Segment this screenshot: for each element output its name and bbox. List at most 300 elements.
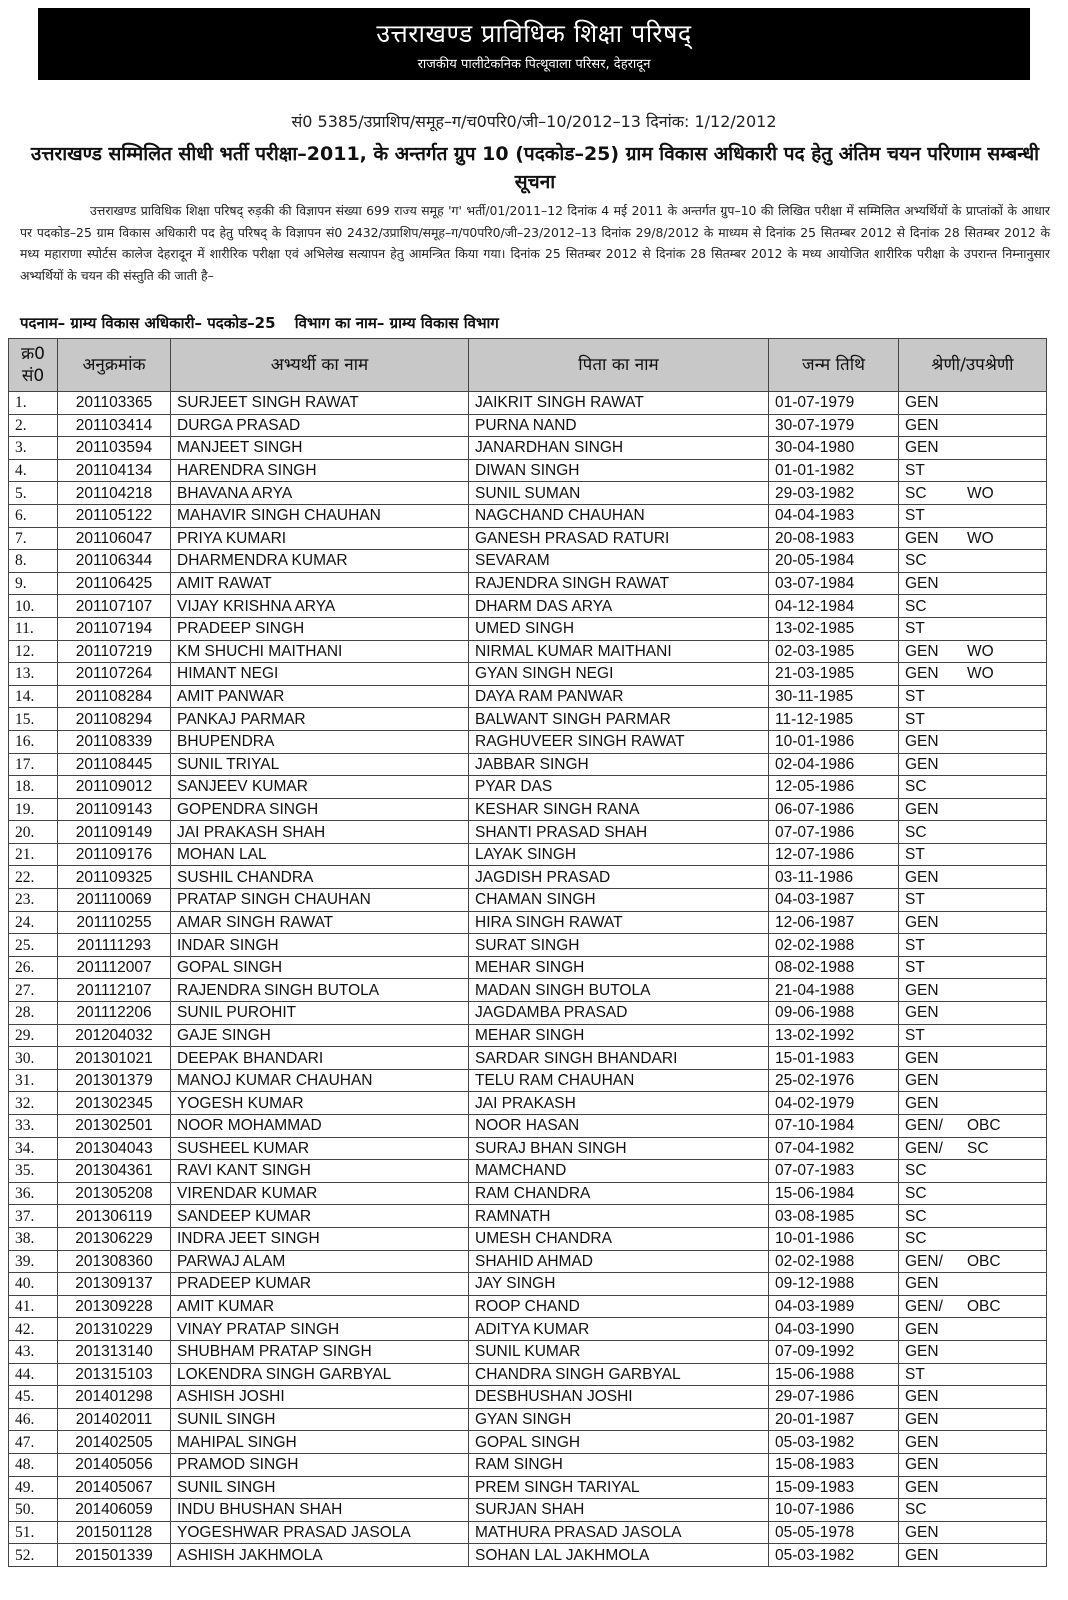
candidate-name-cell: ASHISH JAKHMOLA (171, 1544, 469, 1567)
category: ST (905, 936, 925, 954)
candidate-name-cell: NOOR MOHAMMAD (171, 1115, 469, 1138)
dob-cell: 07-10-1984 (769, 1115, 899, 1138)
roll-number-cell: 201405067 (58, 1476, 171, 1499)
table-row (9, 1453, 1047, 1476)
father-name-cell: MADAN SINGH BUTOLA (469, 979, 769, 1002)
table-row (9, 437, 1047, 460)
category-cell (899, 482, 1047, 505)
col-header-category: श्रेणी/उपश्रेणी (899, 339, 1047, 392)
serial-cell: 17. (9, 753, 58, 776)
candidate-name-cell: SUNIL PUROHIT (171, 1002, 469, 1025)
dob-cell: 13-02-1985 (769, 617, 899, 640)
table-row (9, 1182, 1047, 1205)
category-cell (899, 1092, 1047, 1115)
candidate-name-cell: DURGA PRASAD (171, 414, 469, 437)
col-header-father: पिता का नाम (469, 339, 769, 392)
table-row (9, 889, 1047, 912)
roll-number-cell: 201107219 (58, 640, 171, 663)
roll-number-cell: 201304361 (58, 1160, 171, 1183)
category: SC (905, 1207, 927, 1225)
table-row (9, 1137, 1047, 1160)
table-row (9, 979, 1047, 1002)
roll-number-cell: 201310229 (58, 1318, 171, 1341)
serial-cell: 46. (9, 1408, 58, 1431)
col-header-roll: अनुक्रमांक (58, 339, 171, 392)
category-cell (899, 979, 1047, 1002)
dob-cell: 11-12-1985 (769, 708, 899, 731)
serial-cell: 5. (9, 482, 58, 505)
dob-cell: 30-07-1979 (769, 414, 899, 437)
roll-number-cell: 201108339 (58, 730, 171, 753)
sub-category: WO (967, 642, 994, 660)
roll-number-cell: 201302501 (58, 1115, 171, 1138)
category: ST (905, 891, 925, 909)
father-name-cell: HIRA SINGH RAWAT (469, 911, 769, 934)
table-row (9, 1069, 1047, 1092)
category-cell (899, 708, 1047, 731)
table-row (9, 1227, 1047, 1250)
father-name-cell: MATHURA PRASAD JASOLA (469, 1521, 769, 1544)
father-name-cell: RAJENDRA SINGH RAWAT (469, 572, 769, 595)
candidate-name-cell: GAJE SINGH (171, 1024, 469, 1047)
roll-number-cell: 201106047 (58, 527, 171, 550)
roll-number-cell: 201405056 (58, 1453, 171, 1476)
dob-cell: 29-03-1982 (769, 482, 899, 505)
category: GEN (905, 1456, 939, 1474)
father-name-cell: SURAT SINGH (469, 934, 769, 957)
category-cell (899, 1205, 1047, 1228)
candidate-name-cell: AMIT RAWAT (171, 572, 469, 595)
dob-cell: 02-02-1988 (769, 1250, 899, 1273)
serial-cell: 25. (9, 934, 58, 957)
table-row (9, 1047, 1047, 1070)
candidate-name-cell: SHUBHAM PRATAP SINGH (171, 1340, 469, 1363)
category-cell (899, 776, 1047, 799)
org-name: उत्तराखण्ड प्राविधिक शिक्षा परिषद् (376, 19, 692, 48)
roll-number-cell: 201315103 (58, 1363, 171, 1386)
category: GEN (905, 1433, 939, 1451)
category: GEN (905, 575, 939, 593)
sub-category: WO (967, 484, 994, 502)
serial-cell: 10. (9, 595, 58, 618)
candidate-name-cell: MANOJ KUMAR CHAUHAN (171, 1069, 469, 1092)
dob-cell: 25-02-1976 (769, 1069, 899, 1092)
candidate-name-cell: PARWAJ ALAM (171, 1250, 469, 1273)
father-name-cell: NAGCHAND CHAUHAN (469, 504, 769, 527)
category: GEN (905, 1094, 939, 1112)
father-name-cell: DAYA RAM PANWAR (469, 685, 769, 708)
serial-cell: 39. (9, 1250, 58, 1273)
serial-cell: 37. (9, 1205, 58, 1228)
roll-number-cell: 201309228 (58, 1295, 171, 1318)
father-name-cell: JAI PRAKASH (469, 1092, 769, 1115)
candidate-name-cell: VINAY PRATAP SINGH (171, 1318, 469, 1341)
table-row (9, 595, 1047, 618)
dob-cell: 07-04-1982 (769, 1137, 899, 1160)
father-name-cell: CHANDRA SINGH GARBYAL (469, 1363, 769, 1386)
candidate-name-cell: VIJAY KRISHNA ARYA (171, 595, 469, 618)
category: GEN (905, 642, 939, 660)
roll-number-cell: 201108284 (58, 685, 171, 708)
post-info (20, 313, 513, 333)
category-cell (899, 1137, 1047, 1160)
category-cell (899, 640, 1047, 663)
roll-number-cell: 201108294 (58, 708, 171, 731)
category: GEN (905, 439, 939, 457)
category-cell (899, 1069, 1047, 1092)
table-row (9, 1205, 1047, 1228)
dob-cell: 20-01-1987 (769, 1408, 899, 1431)
category: SC (905, 823, 927, 841)
dob-cell: 05-05-1978 (769, 1521, 899, 1544)
serial-cell: 8. (9, 550, 58, 573)
category-cell (899, 821, 1047, 844)
results-table (8, 338, 1047, 1567)
father-name-cell: BALWANT SINGH PARMAR (469, 708, 769, 731)
table-row (9, 866, 1047, 889)
sub-category: OBC (967, 1252, 1001, 1270)
table-row (9, 504, 1047, 527)
serial-cell: 16. (9, 730, 58, 753)
father-name-cell: RAM CHANDRA (469, 1182, 769, 1205)
category-cell (899, 504, 1047, 527)
serial-cell: 23. (9, 889, 58, 912)
serial-cell: 3. (9, 437, 58, 460)
category-cell (899, 889, 1047, 912)
table-row (9, 1340, 1047, 1363)
category-cell (899, 550, 1047, 573)
category: GEN (905, 1275, 939, 1293)
department-name: विभाग का नाम– ग्राम्य विकास विभाग (294, 314, 499, 332)
roll-number-cell: 201402011 (58, 1408, 171, 1431)
sub-category: OBC (967, 1117, 1001, 1135)
serial-cell: 45. (9, 1386, 58, 1409)
category: GEN (905, 800, 939, 818)
serial-cell: 34. (9, 1137, 58, 1160)
table-row (9, 663, 1047, 686)
candidate-name-cell: SUSHEEL KUMAR (171, 1137, 469, 1160)
serial-cell: 30. (9, 1047, 58, 1070)
category-cell (899, 730, 1047, 753)
category: ST (905, 1365, 925, 1383)
father-name-cell: GOPAL SINGH (469, 1431, 769, 1454)
category: ST (905, 462, 925, 480)
category-cell (899, 392, 1047, 415)
category: GEN (905, 1523, 939, 1541)
serial-cell: 32. (9, 1092, 58, 1115)
table-row (9, 414, 1047, 437)
table-row (9, 1250, 1047, 1273)
dob-cell: 06-07-1986 (769, 798, 899, 821)
father-name-cell: JAGDISH PRASAD (469, 866, 769, 889)
candidate-name-cell: DEEPAK BHANDARI (171, 1047, 469, 1070)
roll-number-cell: 201401298 (58, 1386, 171, 1409)
candidate-name-cell: MOHAN LAL (171, 843, 469, 866)
category: GEN (905, 1478, 939, 1496)
table-row (9, 1363, 1047, 1386)
serial-cell: 15. (9, 708, 58, 731)
serial-cell: 29. (9, 1024, 58, 1047)
dob-cell: 15-09-1983 (769, 1476, 899, 1499)
serial-cell: 36. (9, 1182, 58, 1205)
dob-cell: 13-02-1992 (769, 1024, 899, 1047)
roll-number-cell: 201111293 (58, 934, 171, 957)
father-name-cell: DESBHUSHAN JOSHI (469, 1386, 769, 1409)
father-name-cell: NOOR HASAN (469, 1115, 769, 1138)
serial-cell: 38. (9, 1227, 58, 1250)
org-address: राजकीय पालीटेकनिक पित्थूवाला परिसर, देहरादून (417, 57, 651, 72)
notice-paragraph (20, 200, 1050, 286)
father-name-cell: JAIKRIT SINGH RAWAT (469, 392, 769, 415)
dob-cell: 10-01-1986 (769, 730, 899, 753)
category-cell (899, 843, 1047, 866)
candidate-name-cell: BHUPENDRA (171, 730, 469, 753)
roll-number-cell: 201109012 (58, 776, 171, 799)
serial-cell: 22. (9, 866, 58, 889)
category: SC (905, 1501, 927, 1519)
roll-number-cell: 201306119 (58, 1205, 171, 1228)
dob-cell: 07-07-1986 (769, 821, 899, 844)
serial-cell: 6. (9, 504, 58, 527)
roll-number-cell: 201110255 (58, 911, 171, 934)
roll-number-cell: 201301021 (58, 1047, 171, 1070)
dob-cell: 09-12-1988 (769, 1273, 899, 1296)
table-row (9, 1521, 1047, 1544)
dob-cell: 07-07-1983 (769, 1160, 899, 1183)
sub-category: WO (967, 665, 994, 683)
notice-paragraph-text: उत्तराखण्ड प्राविधिक शिक्षा परिषद् रुड़की की विज्ञापन संख्या 699 राज्य समूह 'ग' भर्ती/01/2011–12 दिनांक 4 मई 2011 के अन्तर्गत ग्रुप–10 की लिखित परीक्षा में सम्मिलित अभ्यर्थियों के प्राप्तांकों के आधार पर पदकोड–25 ग्राम विकास अधिकारी पद हेतु परिषद् के विज्ञापन सं0 2432/उप्राशिप/समूह–ग/प0परि0/जी–23/2012–13 दिनांक 29/8/2012 के माध्यम से दिनांक 25 सितम्बर 2012 से दिनांक 28 सितम्बर 2012 के मध्य महाराणा स्पोर्टस कालेज देहरादून में शारीरिक परीक्षा एवं अभिलेख सत्यापन हेतु आमन्त्रित किया गया। दिनांक 25 सितम्बर 2012 से दिनांक 28 सितम्बर 2012 के मध्य आयोजित शारीरिक परीक्षा के उपरान्त निम्नानुसार अभ्यर्थियों के चयन की संस्तुति की जाती है– (20, 203, 1050, 283)
category-cell (899, 527, 1047, 550)
category: GEN (905, 1320, 939, 1338)
serial-cell: 21. (9, 843, 58, 866)
roll-number-cell: 201112107 (58, 979, 171, 1002)
candidate-name-cell: MAHIPAL SINGH (171, 1431, 469, 1454)
father-name-cell: CHAMAN SINGH (469, 889, 769, 912)
dob-cell: 04-03-1987 (769, 889, 899, 912)
candidate-name-cell: VIRENDAR KUMAR (171, 1182, 469, 1205)
candidate-name-cell: KM SHUCHI MAITHANI (171, 640, 469, 663)
category: GEN/ (905, 1117, 943, 1135)
table-row (9, 482, 1047, 505)
roll-number-cell: 201501339 (58, 1544, 171, 1567)
category: ST (905, 688, 925, 706)
category: GEN/ (905, 1298, 943, 1316)
table-row (9, 843, 1047, 866)
candidate-name-cell: PRATAP SINGH CHAUHAN (171, 889, 469, 912)
candidate-name-cell: GOPENDRA SINGH (171, 798, 469, 821)
dob-cell: 30-04-1980 (769, 437, 899, 460)
father-name-cell: GYAN SINGH NEGI (469, 663, 769, 686)
category-cell (899, 798, 1047, 821)
father-name-cell: PURNA NAND (469, 414, 769, 437)
category-cell (899, 1408, 1047, 1431)
candidate-name-cell: BHAVANA ARYA (171, 482, 469, 505)
serial-cell: 13. (9, 663, 58, 686)
category-cell (899, 1250, 1047, 1273)
dob-cell: 15-08-1983 (769, 1453, 899, 1476)
table-row (9, 1115, 1047, 1138)
candidate-name-cell: JAI PRAKASH SHAH (171, 821, 469, 844)
father-name-cell: PREM SINGH TARIYAL (469, 1476, 769, 1499)
category-cell (899, 1318, 1047, 1341)
category-cell (899, 572, 1047, 595)
roll-number-cell: 201112007 (58, 956, 171, 979)
table-row (9, 1092, 1047, 1115)
dob-cell: 12-07-1986 (769, 843, 899, 866)
roll-number-cell: 201112206 (58, 1002, 171, 1025)
roll-number-cell: 201104218 (58, 482, 171, 505)
category-cell (899, 1295, 1047, 1318)
dob-cell: 01-01-1982 (769, 459, 899, 482)
category-cell (899, 1453, 1047, 1476)
category: SC (905, 552, 927, 570)
table-row (9, 1024, 1047, 1047)
category: GEN (905, 1004, 939, 1022)
serial-cell: 40. (9, 1273, 58, 1296)
dob-cell: 04-04-1983 (769, 504, 899, 527)
category: GEN (905, 755, 939, 773)
candidate-name-cell: GOPAL SINGH (171, 956, 469, 979)
dob-cell: 10-01-1986 (769, 1227, 899, 1250)
father-name-cell: UMESH CHANDRA (469, 1227, 769, 1250)
father-name-cell: JABBAR SINGH (469, 753, 769, 776)
roll-number-cell: 201402505 (58, 1431, 171, 1454)
table-row (9, 911, 1047, 934)
serial-cell: 48. (9, 1453, 58, 1476)
category: GEN/ (905, 1252, 943, 1270)
candidate-name-cell: HARENDRA SINGH (171, 459, 469, 482)
category: SC (905, 1185, 927, 1203)
serial-cell: 1. (9, 392, 58, 415)
category: SC (905, 778, 927, 796)
father-name-cell: DIWAN SINGH (469, 459, 769, 482)
table-row (9, 1408, 1047, 1431)
category-cell (899, 934, 1047, 957)
roll-number-cell: 201107107 (58, 595, 171, 618)
category-cell (899, 911, 1047, 934)
father-name-cell: MEHAR SINGH (469, 956, 769, 979)
category-cell (899, 1273, 1047, 1296)
father-name-cell: SARDAR SINGH BHANDARI (469, 1047, 769, 1070)
roll-number-cell: 201302345 (58, 1092, 171, 1115)
sub-category: SC (967, 1139, 989, 1157)
serial-cell: 28. (9, 1002, 58, 1025)
serial-cell: 20. (9, 821, 58, 844)
father-name-cell: SURJAN SHAH (469, 1499, 769, 1522)
table-row (9, 934, 1047, 957)
serial-cell: 19. (9, 798, 58, 821)
candidate-name-cell: PRADEEP KUMAR (171, 1273, 469, 1296)
dob-cell: 20-05-1984 (769, 550, 899, 573)
roll-number-cell: 201104134 (58, 459, 171, 482)
category: GEN (905, 665, 939, 683)
table-body (9, 392, 1047, 1567)
serial-cell: 42. (9, 1318, 58, 1341)
candidate-name-cell: PRIYA KUMARI (171, 527, 469, 550)
father-name-cell: SHAHID AHMAD (469, 1250, 769, 1273)
table-row (9, 459, 1047, 482)
candidate-name-cell: SUNIL TRIYAL (171, 753, 469, 776)
table-row (9, 1160, 1047, 1183)
category: GEN (905, 1343, 939, 1361)
category: GEN (905, 733, 939, 751)
category-cell (899, 1024, 1047, 1047)
table-row (9, 1273, 1047, 1296)
serial-cell: 35. (9, 1160, 58, 1183)
category-cell (899, 1182, 1047, 1205)
father-name-cell: ROOP CHAND (469, 1295, 769, 1318)
dob-cell: 30-11-1985 (769, 685, 899, 708)
roll-number-cell: 201308360 (58, 1250, 171, 1273)
father-name-cell: JAY SINGH (469, 1273, 769, 1296)
candidate-name-cell: ASHISH JOSHI (171, 1386, 469, 1409)
category-cell (899, 437, 1047, 460)
category-cell (899, 414, 1047, 437)
category: GEN (905, 1388, 939, 1406)
father-name-cell: ADITYA KUMAR (469, 1318, 769, 1341)
serial-cell: 52. (9, 1544, 58, 1567)
candidate-name-cell: MAHAVIR SINGH CHAUHAN (171, 504, 469, 527)
table-row (9, 1295, 1047, 1318)
table-header-row (9, 339, 1047, 392)
col-header-dob: जन्म तिथि (769, 339, 899, 392)
roll-number-cell: 201109149 (58, 821, 171, 844)
roll-number-cell: 201204032 (58, 1024, 171, 1047)
category-cell (899, 1002, 1047, 1025)
table-row (9, 617, 1047, 640)
serial-cell: 2. (9, 414, 58, 437)
roll-number-cell: 201406059 (58, 1499, 171, 1522)
table-row (9, 527, 1047, 550)
table-row (9, 753, 1047, 776)
dob-cell: 21-04-1988 (769, 979, 899, 1002)
col-header-serial: क्र0 सं0 (9, 339, 58, 392)
father-name-cell: SOHAN LAL JAKHMOLA (469, 1544, 769, 1567)
table-row (9, 708, 1047, 731)
roll-number-cell: 201106344 (58, 550, 171, 573)
serial-cell: 31. (9, 1069, 58, 1092)
serial-cell: 11. (9, 617, 58, 640)
candidate-name-cell: PRADEEP SINGH (171, 617, 469, 640)
category: ST (905, 846, 925, 864)
candidate-name-cell: AMIT PANWAR (171, 685, 469, 708)
candidate-name-cell: RAJENDRA SINGH BUTOLA (171, 979, 469, 1002)
category: GEN (905, 1072, 939, 1090)
dob-cell: 08-02-1988 (769, 956, 899, 979)
table-row (9, 550, 1047, 573)
table-row (9, 1318, 1047, 1341)
candidate-name-cell: AMAR SINGH RAWAT (171, 911, 469, 934)
serial-cell: 12. (9, 640, 58, 663)
candidate-name-cell: HIMANT NEGI (171, 663, 469, 686)
roll-number-cell: 201103414 (58, 414, 171, 437)
table-row (9, 685, 1047, 708)
category-cell (899, 1544, 1047, 1567)
category: GEN (905, 868, 939, 886)
roll-number-cell: 201306229 (58, 1227, 171, 1250)
roll-number-cell: 201109325 (58, 866, 171, 889)
category-cell (899, 1476, 1047, 1499)
category: SC (905, 1230, 927, 1248)
serial-cell: 49. (9, 1476, 58, 1499)
category-cell (899, 685, 1047, 708)
notice-title: उत्तराखण्ड सम्मिलित सीधी भर्ती परीक्षा–2011, के अन्तर्गत ग्रुप 10 (पदकोड–25) ग्राम विकास अधिकारी पद हेतु अंतिम चयन परिणाम सम्बन्धी सूचना (30, 143, 1040, 193)
dob-cell: 04-03-1990 (769, 1318, 899, 1341)
roll-number-cell: 201501128 (58, 1521, 171, 1544)
dob-cell: 12-05-1986 (769, 776, 899, 799)
candidate-name-cell: MANJEET SINGH (171, 437, 469, 460)
serial-cell: 33. (9, 1115, 58, 1138)
